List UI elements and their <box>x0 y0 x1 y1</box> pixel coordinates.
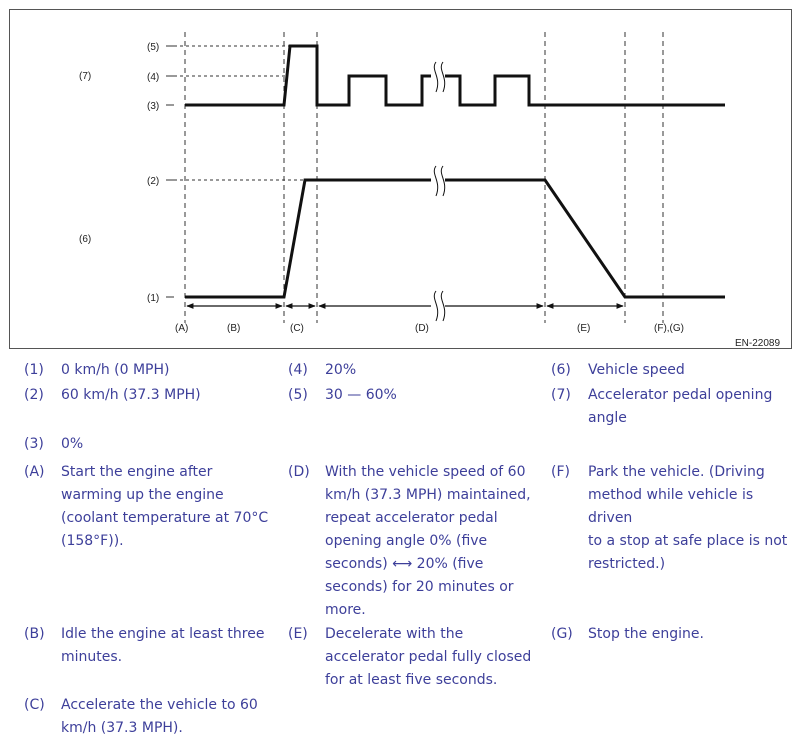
phase-label-fg: (F),(G) <box>654 323 684 334</box>
legend-key: (1) <box>24 362 44 378</box>
break-mark-middle <box>431 166 445 196</box>
legend-key: (D) <box>288 464 310 480</box>
phase-label-e: (E) <box>577 323 591 334</box>
legend-key: (6) <box>551 362 571 378</box>
vehicle-speed-trace <box>185 180 725 297</box>
break-mark-bottom <box>431 291 445 321</box>
legend-text: Accelerator pedal opening angle <box>588 387 773 426</box>
timing-diagram <box>9 9 792 349</box>
legend-key: (F) <box>551 464 570 480</box>
legend-text: 20% <box>325 362 357 378</box>
phase-label-b: (B) <box>227 323 241 334</box>
legend-text: With the vehicle speed of 60 km/h (37.3 MPH) maintained, repeat accelerator pedal opening angle 0% (five seconds) ⟷ 20% (five seconds) for 20 minutes or more. <box>325 464 531 618</box>
figure-id: EN-22089 <box>735 338 781 349</box>
phase-label-c: (C) <box>290 323 304 334</box>
level-label-4: (4) <box>147 72 160 83</box>
legend-text: Start the engine after warming up the engine (coolant temperature at 70°C (158°F)). <box>61 464 269 549</box>
legend-key: (4) <box>288 362 308 378</box>
legend-text: Vehicle speed <box>588 362 685 378</box>
legend-key: (G) <box>551 626 573 642</box>
legend-text: Stop the engine. <box>588 626 704 642</box>
legend-text: 0 km/h (0 MPH) <box>61 362 170 378</box>
curve-label-accelerator: (7) <box>79 71 92 82</box>
legend-text: Decelerate with the accelerator pedal fully closed for at least five seconds. <box>325 626 532 688</box>
legend-key: (E) <box>288 626 308 642</box>
break-mark-top <box>431 62 445 92</box>
legend-text: 30 — 60% <box>325 387 397 403</box>
legend-key: (C) <box>24 697 45 713</box>
legend-key: (2) <box>24 387 44 403</box>
level-label-5: (5) <box>147 42 160 53</box>
timing-diagram-svg <box>10 10 793 350</box>
legend-text: Idle the engine at least three minutes. <box>61 626 265 665</box>
legend-key: (B) <box>24 626 45 642</box>
legend-key: (7) <box>551 387 571 403</box>
legend-key: (3) <box>24 436 44 452</box>
phase-label-d: (D) <box>415 323 429 334</box>
legend-text: 0% <box>61 436 84 452</box>
level-label-3: (3) <box>147 101 160 112</box>
phase-label-a: (A) <box>175 323 189 334</box>
legend-text: 60 km/h (37.3 MPH) <box>61 387 201 403</box>
legend-key: (A) <box>24 464 45 480</box>
level-label-1: (1) <box>147 293 160 304</box>
legend-text: Park the vehicle. (Driving method while vehicle is driven to a stop at safe place is not restricted.) <box>588 464 788 572</box>
legend-key: (5) <box>288 387 308 403</box>
legend-text: Accelerate the vehicle to 60 km/h (37.3 MPH). <box>61 697 258 736</box>
curve-label-speed: (6) <box>79 234 92 245</box>
level-label-2: (2) <box>147 176 160 187</box>
